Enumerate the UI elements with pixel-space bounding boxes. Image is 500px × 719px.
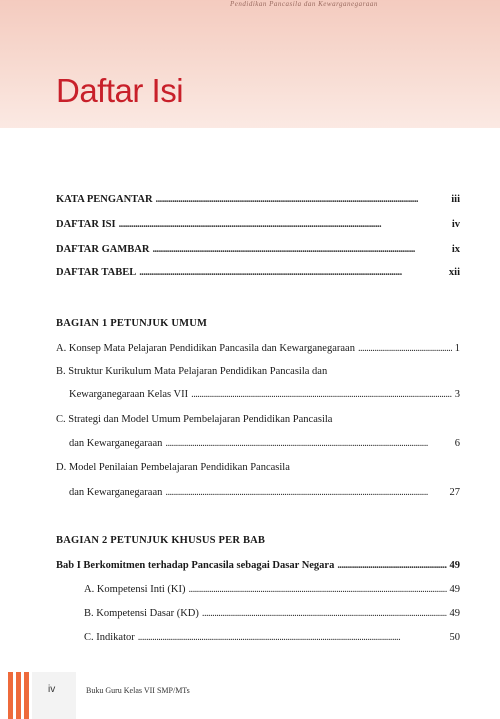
toc-entry-label: A. Kompetensi Inti (KI): [84, 584, 186, 595]
toc-entry-b[interactable]: [69, 389, 460, 400]
leader-dots: [152, 244, 448, 255]
leader-dots: [165, 487, 446, 498]
leader-dots: [138, 632, 447, 643]
toc-entry-label: DAFTAR ISI: [56, 219, 116, 230]
toc-entry-c[interactable]: [69, 438, 460, 449]
toc-page-number: iii: [451, 194, 460, 205]
toc-page-number: iv: [451, 219, 460, 230]
toc-page-number: 1: [454, 343, 460, 354]
toc-page-number: 3: [454, 389, 460, 400]
toc-entry-d-line1[interactable]: D. Model Penilaian Pembelajaran Pendidikan Pancasila: [56, 462, 290, 473]
toc-entry-label: dan Kewarganegaraan: [69, 438, 163, 449]
toc-page-number: 49: [449, 560, 460, 571]
toc-page-number: 27: [449, 487, 460, 498]
section-heading-part2: BAGIAN 2 PETUNJUK KHUSUS PER BAB: [56, 535, 266, 546]
page-title: Daftar Isi: [56, 72, 184, 109]
leader-dots: [188, 584, 446, 595]
footer-bar: [16, 672, 21, 719]
toc-entry-b-line1[interactable]: B. Struktur Kurikulum Mata Pelajaran Pendidikan Pancasila dan: [56, 366, 328, 377]
toc-entry-label: B. Kompetensi Dasar (KD): [84, 608, 199, 619]
toc-page-number: ix: [451, 244, 460, 255]
toc-entry-label: Bab I Berkomitmen terhadap Pancasila sebagai Dasar Negara: [56, 560, 335, 571]
toc-entry-daftar-gambar[interactable]: [56, 244, 460, 255]
toc-entry-label: KATA PENGANTAR: [56, 194, 153, 205]
leader-dots: [202, 608, 447, 619]
footer-bar: [8, 672, 13, 719]
toc-entry-indikator[interactable]: [84, 632, 460, 643]
toc-entry-label: C. Indikator: [84, 632, 135, 643]
footer-book-title: Buku Guru Kelas VII SMP/MTs: [86, 686, 190, 695]
leader-dots: [139, 267, 446, 278]
toc-entry-kata-pengantar[interactable]: [56, 194, 460, 205]
toc-entry-c-line1[interactable]: C. Strategi dan Model Umum Pembelajaran Pendidikan Pancasila: [56, 414, 333, 425]
toc-entry-d[interactable]: [69, 487, 460, 498]
toc-entry-daftar-tabel[interactable]: [56, 267, 460, 278]
running-head: Pendidikan Pancasila dan Kewarganegaraan: [230, 0, 378, 8]
leader-dots: [191, 389, 452, 400]
toc-entry-daftar-isi[interactable]: [56, 219, 460, 230]
footer-page-number: iv: [48, 684, 56, 695]
toc-entry-label: dan Kewarganegaraan: [69, 487, 163, 498]
leader-dots: [119, 219, 449, 230]
toc-entry-label: A. Konsep Mata Pelajaran Pendidikan Pancasila dan Kewarganegaraan: [56, 343, 355, 354]
toc-page-number: 50: [449, 632, 460, 643]
toc-entry-label: DAFTAR TABEL: [56, 267, 137, 278]
leader-dots: [165, 438, 451, 449]
leader-dots: [156, 194, 449, 205]
toc-entry-label: Kewarganegaraan Kelas VII: [69, 389, 189, 400]
toc-entry-label: DAFTAR GAMBAR: [56, 244, 150, 255]
leader-dots: [358, 343, 452, 354]
toc-page-number: 6: [454, 438, 460, 449]
toc-entry-bab-1[interactable]: [56, 560, 460, 571]
toc-entry-a[interactable]: [56, 343, 460, 354]
toc-page-number: 49: [449, 584, 460, 595]
toc-page-number: 49: [449, 608, 460, 619]
section-heading-part1: BAGIAN 1 PETUNJUK UMUM: [56, 318, 208, 329]
leader-dots: [337, 560, 446, 571]
toc-entry-kd[interactable]: [84, 608, 460, 619]
footer-page-box: [32, 672, 76, 719]
footer-bar: [24, 672, 29, 719]
toc-entry-ki[interactable]: [84, 584, 460, 595]
toc-page-number: xii: [448, 267, 460, 278]
